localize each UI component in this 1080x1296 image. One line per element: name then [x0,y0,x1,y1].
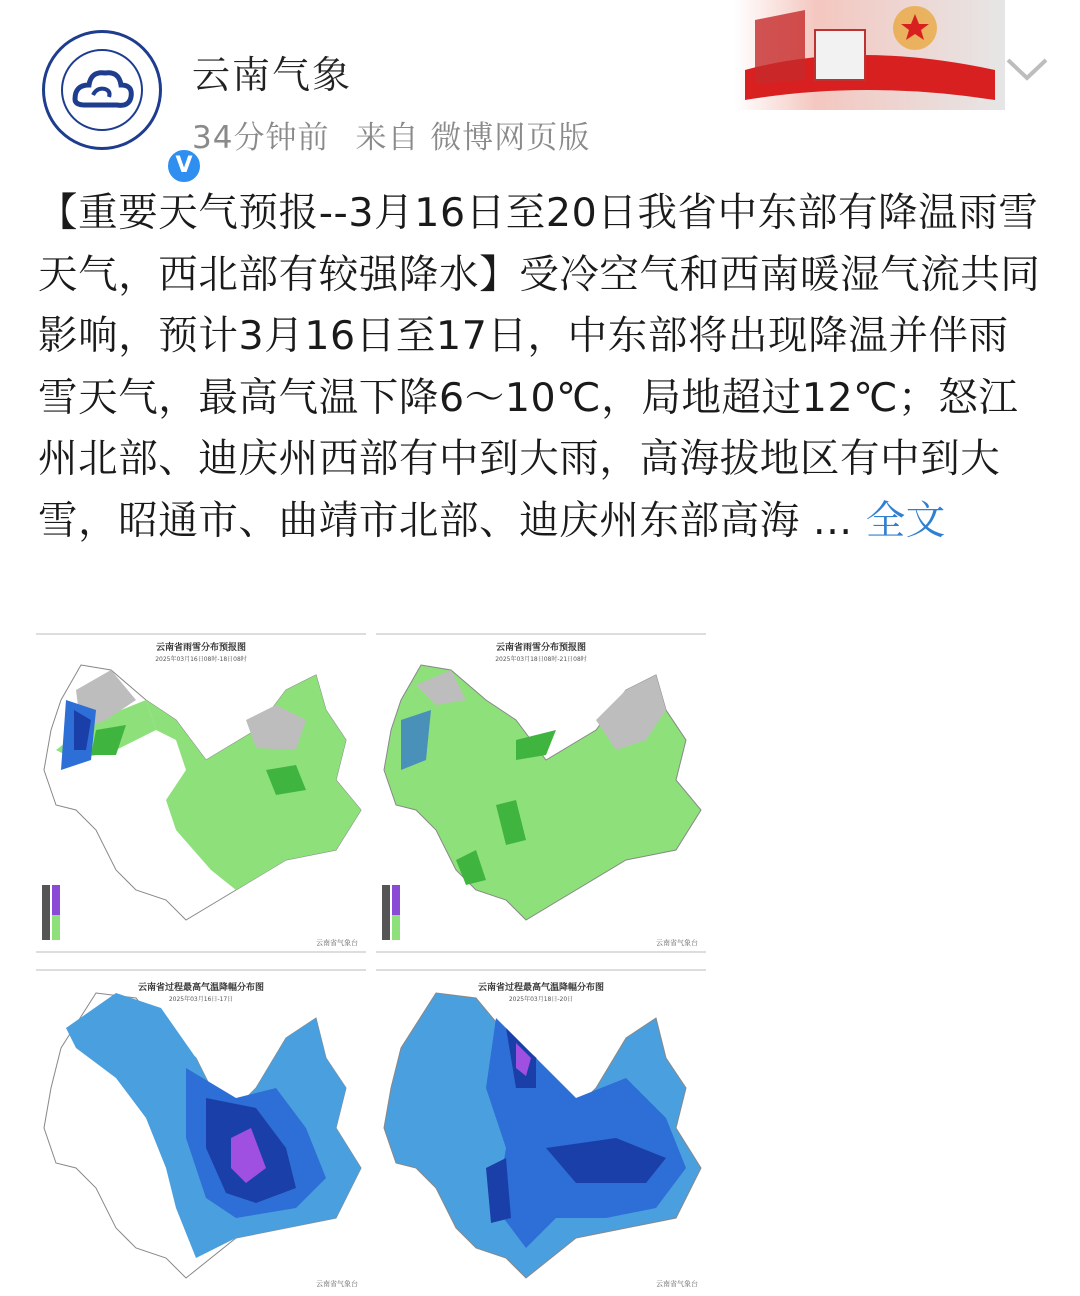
map-subtitle: 2025年03月16日-17日 [168,996,234,1003]
map-subtitle: 2025年03月18日-20日 [508,996,574,1003]
map-subtitle: 2025年03月16日08时-18日08时 [155,656,247,663]
chevron-down-icon[interactable] [1004,54,1050,84]
avatar[interactable] [42,30,193,178]
map-temp-drop-18-20[interactable] [376,968,706,1296]
image-grid [36,630,706,1296]
map-title: 云南省过程最高气温降幅分布图 [137,983,265,993]
post-time: 34分钟前 [192,120,330,156]
map-subtitle: 2025年03月18日08时-21日08时 [495,656,587,663]
expand-full-text-link[interactable]: 全文 [865,497,946,544]
map-credit: 云南省气象台 [316,1280,358,1288]
post-source: 来自 微博网页版 [355,120,591,156]
map-title: 云南省雨雪分布预报图 [495,643,587,653]
post-meta [192,112,616,157]
username[interactable]: 云南气象 [192,53,353,97]
decorative-banner-icon [735,0,1005,110]
map-rain-snow-16-18[interactable] [36,630,366,956]
cloud-logo-icon [45,33,159,147]
map-credit: 云南省气象台 [656,1280,698,1288]
post-text: 【重要天气预报--3月16日至20日我省中东部有降温雨雪天气，西北部有较强降水】受冷空气和西南暖湿气流共同影响，预计3月16日至17日，中东部将出现降温并伴雨雪天气，最高气温下降6～10℃，局地超过12℃；怒江州北部、迪庆州西部有中到大雨，高海拔地区有中到大雪，昭通市、曲靖市北部、迪庆州东部高海 ... [38,190,1041,544]
verified-badge-icon: V [165,147,203,185]
post-body [38,183,1048,552]
map-title: 云南省过程最高气温降幅分布图 [477,983,605,993]
map-credit: 云南省气象台 [656,939,698,947]
map-title: 云南省雨雪分布预报图 [155,643,247,653]
map-rain-snow-18-21[interactable] [376,630,706,956]
map-temp-drop-16-17[interactable] [36,968,366,1296]
map-credit: 云南省气象台 [316,939,358,947]
post-header [0,0,1080,178]
